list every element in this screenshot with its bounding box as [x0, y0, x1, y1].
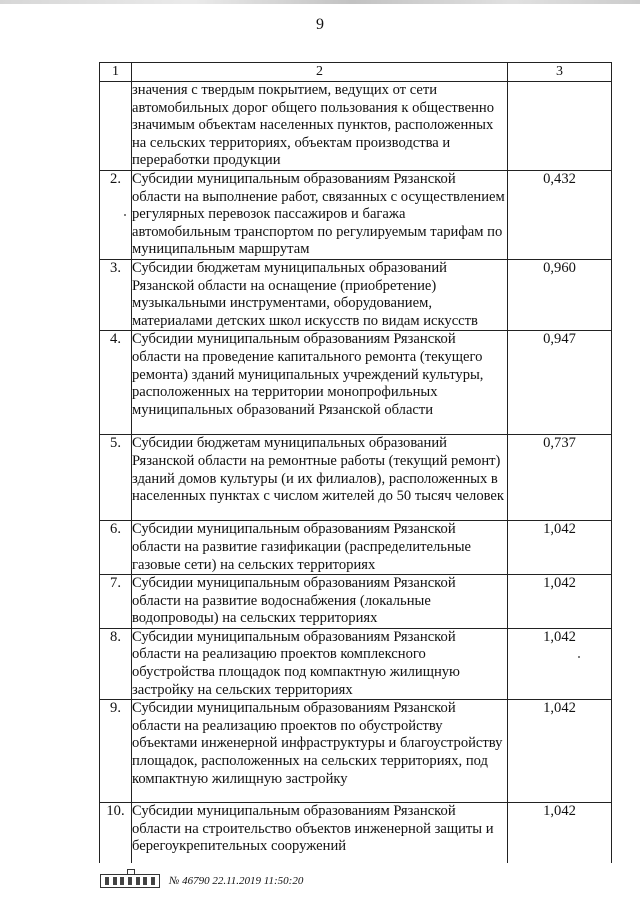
row-number: 5. — [100, 435, 132, 521]
row-value: 1,042 — [508, 700, 612, 803]
row-text: Субсидии муниципальным образованиям Рязанской области на проведение капитального ремонта (текущего ремонта) зданий муниципальных учреждений культуры, расположенных на территории монопрофильных муниципальных образований Рязанской области — [132, 331, 508, 435]
row-value: 1,042 — [508, 575, 612, 629]
header-col-2: 2 — [132, 63, 508, 82]
subsidy-table — [99, 62, 612, 863]
row-text: Субсидии бюджетам муниципальных образований Рязанской области на оснащение (приобретение) музыкальными инструментами, оборудованием, материалами детских школ искусств по видам искусств — [132, 259, 508, 330]
row-text: Субсидии бюджетам муниципальных образований Рязанской области на ремонтные работы (текущий ремонт) зданий домов культуры (и их филиалов), расположенных в населенных пунктах с числом жителей до 50 тысяч человек — [132, 435, 508, 521]
row-value: 0,432 — [508, 170, 612, 259]
row-value — [508, 82, 612, 171]
row-number: 4. — [100, 331, 132, 435]
scan-speck — [124, 214, 126, 216]
row-value: 0,960 — [508, 259, 612, 330]
table-row — [100, 628, 612, 699]
row-number: 10. — [100, 803, 132, 864]
document-reference: № 46790 22.11.2019 11:50:20 — [169, 875, 304, 887]
row-text: Субсидии муниципальным образованиям Рязанской области на развитие водоснабжения (локальные водопроводы) на сельских территориях — [132, 575, 508, 629]
row-number: 3. — [100, 259, 132, 330]
row-value: 1,042 — [508, 803, 612, 864]
scan-speck — [578, 656, 580, 658]
page-number: 9 — [316, 16, 324, 33]
row-value: 0,947 — [508, 331, 612, 435]
footer — [100, 872, 303, 890]
row-text: значения с твердым покрытием, ведущих от сети автомобильных дорог общего пользования к общественно значимым объектам населенных пунктов, расположенных на сельских территориях, объектам производства и переработки продукции — [132, 82, 508, 171]
row-value: 1,042 — [508, 521, 612, 575]
scan-edge — [0, 0, 640, 4]
row-number: 6. — [100, 521, 132, 575]
table-row — [100, 700, 612, 803]
row-value: 0,737 — [508, 435, 612, 521]
row-number — [100, 82, 132, 171]
row-text: Субсидии муниципальным образованиям Рязанской области на выполнение работ, связанных с осуществлением регулярных перевозок пассажиров и багажа автомобильным транспортом по регулируемым тарифам по муниципальным маршрутам — [132, 170, 508, 259]
registry-stamp-icon — [100, 874, 160, 888]
table-row-continuation — [100, 82, 612, 171]
table-row — [100, 331, 612, 435]
table-row — [100, 575, 612, 629]
row-value: 1,042 — [508, 628, 612, 699]
table-header-row — [100, 63, 612, 82]
row-number: 7. — [100, 575, 132, 629]
row-text: Субсидии муниципальным образованиям Рязанской области на развитие газификации (распределительные газовые сети) на сельских территориях — [132, 521, 508, 575]
table-row — [100, 521, 612, 575]
row-number: 8. — [100, 628, 132, 699]
row-text: Субсидии муниципальным образованиям Рязанской области на реализацию проектов комплексного обустройства площадок под компактную жилищную застройку на сельских территориях — [132, 628, 508, 699]
row-number: 9. — [100, 700, 132, 803]
row-text: Субсидии муниципальным образованиям Рязанской области на реализацию проектов по обустройству объектами инженерной инфраструктуры и благоустройству площадок, расположенных на сельских территориях, под компактную жилищную застройку — [132, 700, 508, 803]
row-text: Субсидии муниципальным образованиям Рязанской области на строительство объектов инженерной защиты и берегоукрепительных сооружений — [132, 803, 508, 864]
table-row — [100, 803, 612, 864]
table-row — [100, 259, 612, 330]
row-number: 2. — [100, 170, 132, 259]
header-col-1: 1 — [100, 63, 132, 82]
table-row — [100, 435, 612, 521]
table-row — [100, 170, 612, 259]
header-col-3: 3 — [508, 63, 612, 82]
